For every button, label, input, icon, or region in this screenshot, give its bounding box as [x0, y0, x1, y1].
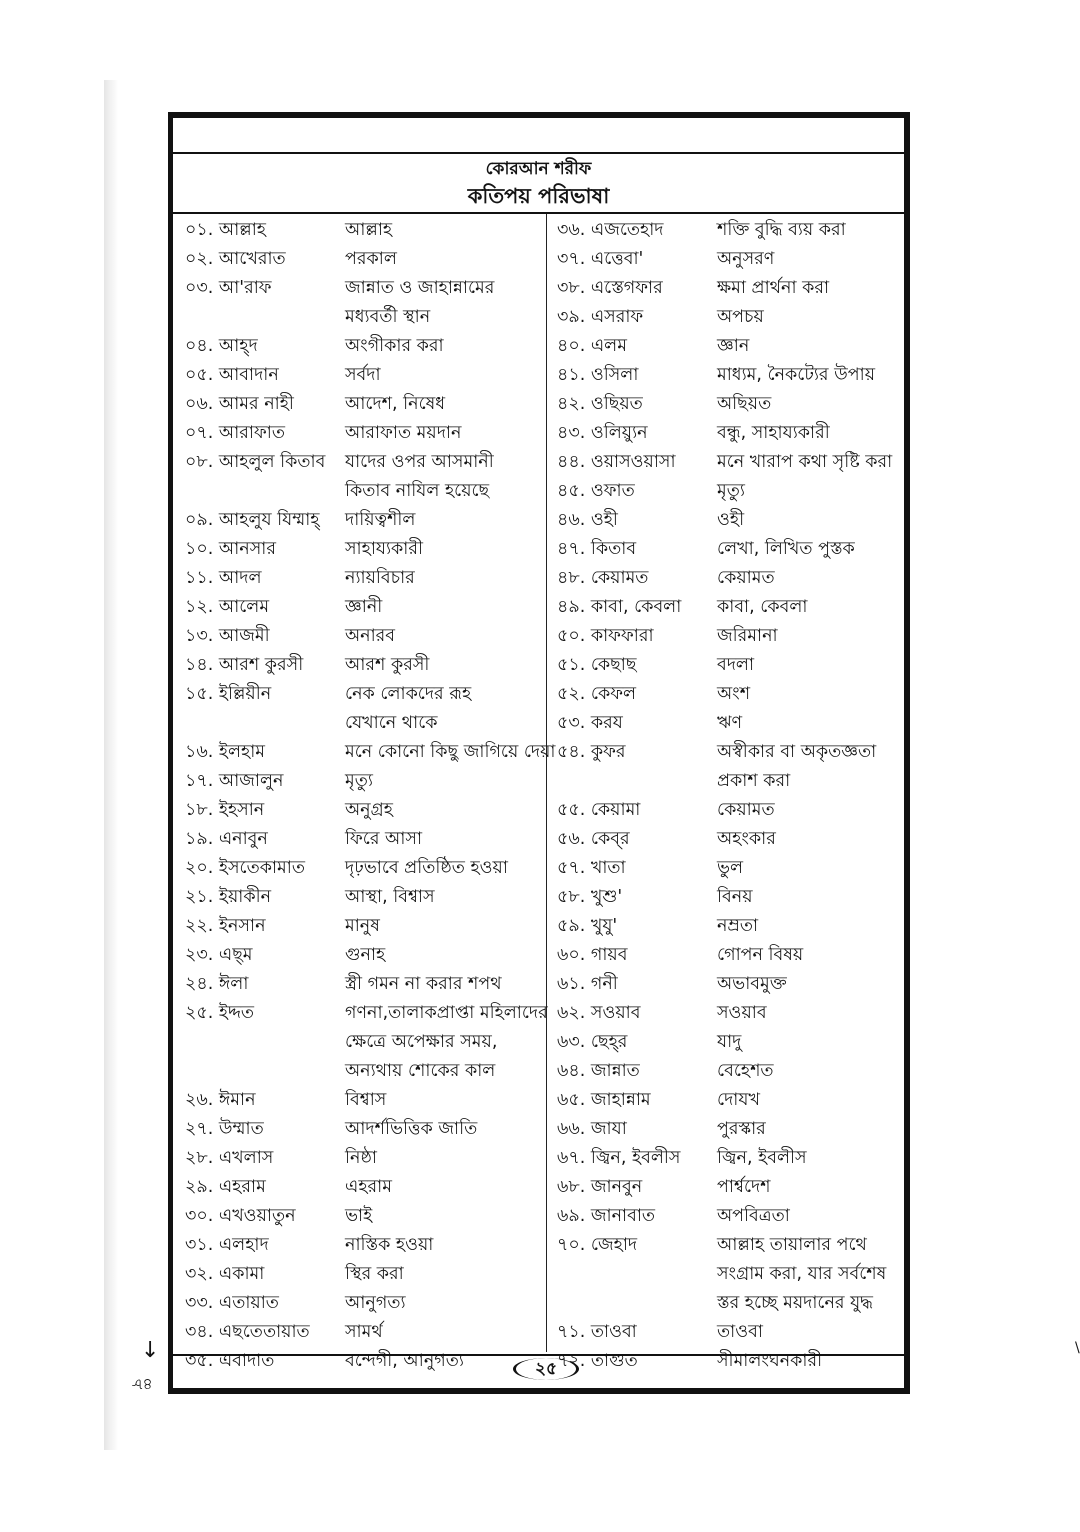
glossary-term: ৫০. কাফফারা — [557, 626, 654, 646]
glossary-definition: মৃত্যু — [345, 771, 373, 791]
glossary-definition: সর্বদা — [345, 365, 381, 385]
glossary-row — [557, 506, 897, 534]
glossary-row — [557, 622, 897, 650]
glossary-term: ১৪. আরশ কুরসী — [185, 655, 304, 675]
glossary-row — [557, 680, 897, 708]
glossary-row — [557, 970, 897, 998]
glossary-term: ৬৬. জাযা — [557, 1119, 627, 1139]
glossary-row — [185, 419, 545, 447]
glossary-term: ৪৮. কেয়ামত — [557, 568, 649, 588]
glossary-term: ২৪. ঈলা — [185, 974, 249, 994]
glossary-term: ১২. আলেম — [185, 597, 270, 617]
glossary-definition: শক্তি বুদ্ধি ব্যয় করা — [717, 220, 846, 240]
glossary-definition: জ্ঞানী — [345, 597, 383, 617]
glossary-definition: সামর্থ — [345, 1322, 383, 1342]
glossary-term: ০৭. আরাফাত — [185, 423, 285, 443]
glossary-term: ৭১. তাওবা — [557, 1322, 637, 1342]
glossary-definition: ক্ষেত্রে অপেক্ষার সময়, — [345, 1032, 498, 1052]
glossary-definition: মনে খারাপ কথা সৃষ্টি করা — [717, 452, 893, 472]
glossary-term: ৩৪. এছতেতায়াত — [185, 1322, 310, 1342]
glossary-row — [185, 1231, 545, 1259]
glossary-term: ৫৫. কেয়ামা — [557, 800, 641, 820]
glossary-definition: লেখা, লিখিত পুস্তক — [717, 539, 855, 559]
glossary-row — [557, 883, 897, 911]
glossary-term: ২১. ইয়াকীন — [185, 887, 272, 907]
glossary-term: ৬৫. জাহান্নাম — [557, 1090, 651, 1110]
glossary-definition: আল্লাহ — [345, 220, 393, 240]
glossary-row — [557, 274, 897, 302]
glossary-term: ৫৪. কুফর — [557, 742, 626, 762]
header-subtitle: কতিপয় পরিভাষা — [467, 184, 610, 208]
glossary-row — [557, 1202, 897, 1230]
glossary-definition: অহংকার — [717, 829, 776, 849]
glossary-row — [185, 274, 545, 302]
glossary-definition: দায়িত্বশীল — [345, 510, 416, 530]
glossary-definition: ওহী — [717, 510, 745, 530]
glossary-definition: আদর্শভিত্তিক জাতি — [345, 1119, 478, 1139]
glossary-definition: বিনয় — [717, 887, 753, 907]
glossary-definition: বিশ্বাস — [345, 1090, 387, 1110]
glossary-row — [557, 448, 897, 476]
glossary-definition: স্তর হচ্ছে ময়দানের যুদ্ধ — [717, 1293, 874, 1313]
glossary-row — [185, 361, 545, 389]
glossary-term: ৩২. একামা — [185, 1264, 265, 1284]
glossary-term: ৭০. জেহাদ — [557, 1235, 638, 1255]
glossary-term: ১৫. ইল্লিয়ীন — [185, 684, 272, 704]
glossary-row — [557, 767, 897, 795]
glossary-row — [557, 709, 897, 737]
glossary-definition: সীমালংঘনকারী — [717, 1351, 823, 1371]
glossary-term: ৬০. গায়ব — [557, 945, 628, 965]
glossary-row — [185, 970, 545, 998]
glossary-definition: যেখানে থাকে — [345, 713, 438, 733]
glossary-row — [185, 506, 545, 534]
glossary-row — [557, 1289, 897, 1317]
glossary-term: ১৬. ইলহাম — [185, 742, 265, 762]
glossary-term: ৩৭. এত্তেবা' — [557, 249, 644, 269]
glossary-row — [185, 651, 545, 679]
glossary-row — [557, 1318, 897, 1346]
glossary-definition: অছিয়ত — [717, 394, 772, 414]
glossary-definition: জ্বিন, ইবলীস — [717, 1148, 807, 1168]
glossary-definition: পুরস্কার — [717, 1119, 766, 1139]
glossary-row — [557, 1057, 897, 1085]
glossary-row — [557, 477, 897, 505]
glossary-definition: আদেশ, নিষেধ — [345, 394, 446, 414]
glossary-term: ৩৬. এজতেহাদ — [557, 220, 664, 240]
glossary-term: ১৮. ইহসান — [185, 800, 265, 820]
page-header — [173, 154, 904, 214]
glossary-term: ৬৮. জানবুন — [557, 1177, 643, 1197]
glossary-term: ৪২. ওছিয়ত — [557, 394, 643, 414]
glossary-row — [185, 941, 545, 969]
glossary-definition: নেক লোকদের রূহ — [345, 684, 472, 704]
glossary-term: ২২. ইনসান — [185, 916, 266, 936]
glossary-definition: কাবা, কেবলা — [717, 597, 808, 617]
glossary-term: ৫৩. করয — [557, 713, 623, 733]
glossary-definition: স্থির করা — [345, 1264, 404, 1284]
glossary-term: ৬১. গনী — [557, 974, 618, 994]
glossary-definition: আস্থা, বিশ্বাস — [345, 887, 435, 907]
top-border-strip — [173, 118, 904, 154]
glossary-definition: ভাই — [345, 1206, 373, 1226]
glossary-term: ০৯. আহলুয যিম্মাহ্‌ — [185, 510, 320, 530]
glossary-term: ২৬. ঈমান — [185, 1090, 256, 1110]
glossary-row — [185, 1318, 545, 1346]
glossary-term: ০৫. আবাদান — [185, 365, 279, 385]
glossary-term: ৫১. কেছাছ — [557, 655, 637, 675]
glossary-definition: ভুল — [717, 858, 744, 878]
glossary-definition: অপচয় — [717, 307, 764, 327]
glossary-definition: তাওবা — [717, 1322, 763, 1342]
glossary-term: ৪৭. কিতাব — [557, 539, 637, 559]
glossary-definition: অংশ — [717, 684, 751, 704]
page-binding-shadow — [104, 80, 118, 1450]
glossary-term: ৪১. ওসিলা — [557, 365, 639, 385]
glossary-row — [557, 564, 897, 592]
glossary-definition: অনুগ্রহ — [345, 800, 393, 820]
glossary-term: ৫৭. খাতা — [557, 858, 626, 878]
glossary-term: ০৩. আ'রাফ — [185, 278, 272, 298]
glossary-row — [557, 912, 897, 940]
glossary-definition: জরিমানা — [717, 626, 778, 646]
glossary-term: ২৭. উম্মাত — [185, 1119, 264, 1139]
glossary-term: ২৫. ইদ্দত — [185, 1003, 255, 1023]
glossary-term: ৪৫. ওফাত — [557, 481, 635, 501]
glossary-row — [557, 361, 897, 389]
glossary-row — [557, 535, 897, 563]
glossary-row — [185, 680, 545, 708]
glossary-row — [185, 1144, 545, 1172]
glossary-row — [557, 245, 897, 273]
glossary-row — [185, 883, 545, 911]
glossary-term: ৫২. কেফল — [557, 684, 637, 704]
glossary-term: ৫৮. খুশু' — [557, 887, 623, 907]
glossary-term: ৩৩. এতায়াত — [185, 1293, 279, 1313]
glossary-term: ৬৩. ছেহ্‌র — [557, 1032, 628, 1052]
glossary-term: ১০. আনসার — [185, 539, 276, 559]
glossary-definition: অনারব — [345, 626, 396, 646]
glossary-row — [185, 622, 545, 650]
glossary-term: ০৬. আমর নাহী — [185, 394, 294, 414]
glossary-definition: মাধ্যম, নৈকট্যের উপায় — [717, 365, 876, 385]
glossary-row — [557, 796, 897, 824]
glossary-definition: ফিরে আসা — [345, 829, 423, 849]
glossary-row — [557, 593, 897, 621]
glossary-entries — [173, 214, 904, 1371]
glossary-definition: বেহেশত — [717, 1061, 774, 1081]
glossary-definition: অস্বীকার বা অকৃতজ্ঞতা — [717, 742, 877, 762]
glossary-row — [185, 303, 545, 331]
glossary-definition: নাস্তিক হওয়া — [345, 1235, 434, 1255]
glossary-row — [185, 1115, 545, 1143]
glossary-definition: গোপন বিষয় — [717, 945, 804, 965]
glossary-definition: সংগ্রাম করা, যার সর্বশেষ — [717, 1264, 887, 1284]
glossary-definition: দোযখ — [717, 1090, 760, 1110]
glossary-term: ৬৪. জান্নাত — [557, 1061, 640, 1081]
header-title: কোরআন শরীফ — [485, 159, 592, 179]
glossary-term: ২৯. এহরাম — [185, 1177, 266, 1197]
glossary-row — [185, 593, 545, 621]
glossary-row — [185, 245, 545, 273]
glossary-row — [185, 390, 545, 418]
glossary-definition: অংগীকার করা — [345, 336, 444, 356]
glossary-row — [185, 1173, 545, 1201]
glossary-row — [185, 709, 545, 737]
glossary-definition: গণনা,তালাকপ্রাপ্তা মহিলাদের — [345, 1003, 548, 1023]
glossary-term: ৪০. এলম — [557, 336, 627, 356]
glossary-term: ০২. আখেরাত — [185, 249, 286, 269]
glossary-definition: দৃঢ়ভাবে প্রতিষ্ঠিত হওয়া — [345, 858, 508, 878]
glossary-row — [557, 1144, 897, 1172]
glossary-term: ৩০. এখওয়াতুন — [185, 1206, 296, 1226]
glossary-term: ৪৪. ওয়াসওয়াসা — [557, 452, 676, 472]
glossary-row — [557, 651, 897, 679]
glossary-row — [557, 1231, 897, 1259]
glossary-definition: মানুষ — [345, 916, 380, 936]
glossary-definition: আরাফাত ময়দান — [345, 423, 462, 443]
glossary-row — [185, 564, 545, 592]
glossary-definition: স্ত্রী গমন না করার শপথ — [345, 974, 502, 994]
glossary-row — [557, 941, 897, 969]
glossary-row — [557, 738, 897, 766]
glossary-term: ০৪. আহ্‌দ — [185, 336, 258, 356]
glossary-definition: অন্যথায় শোকের কাল — [345, 1061, 496, 1081]
glossary-definition: যাদের ওপর আসমানী — [345, 452, 494, 472]
glossary-row — [185, 448, 545, 476]
glossary-definition: বদলা — [717, 655, 755, 675]
glossary-definition: এহরাম — [345, 1177, 392, 1197]
glossary-definition: যাদু — [717, 1032, 742, 1052]
glossary-row — [185, 1086, 545, 1114]
glossary-definition: ন্যায়বিচার — [345, 568, 415, 588]
glossary-row — [185, 1057, 545, 1085]
glossary-term: ৪৩. ওলিয়্যুন — [557, 423, 648, 443]
glossary-definition: গুনাহ — [345, 945, 386, 965]
glossary-definition: আনুগত্য — [345, 1293, 406, 1313]
glossary-definition: ঋণ — [717, 713, 743, 733]
glossary-row — [557, 1115, 897, 1143]
glossary-definition: বন্দেগী, আনুগত্য — [345, 1351, 464, 1371]
glossary-row — [557, 1260, 897, 1288]
glossary-term: ৩১. এলহাদ — [185, 1235, 269, 1255]
glossary-term: ৩৫. এবাদাত — [185, 1351, 275, 1371]
glossary-row — [557, 854, 897, 882]
glossary-row — [185, 825, 545, 853]
glossary-definition: নিষ্ঠা — [345, 1148, 377, 1168]
glossary-term: ১৯. এনাবুন — [185, 829, 268, 849]
glossary-row — [557, 999, 897, 1027]
glossary-row — [185, 1260, 545, 1288]
glossary-definition: কিতাব নাযিল হয়েছে — [345, 481, 490, 501]
glossary-definition: বন্ধু, সাহায্যকারী — [717, 423, 830, 443]
page-frame — [168, 112, 1080, 1394]
glossary-term: ২৮. এখলাস — [185, 1148, 274, 1168]
glossary-term: ১১. আদল — [185, 568, 262, 588]
glossary-row — [557, 1347, 897, 1375]
glossary-definition: ক্ষমা প্রার্থনা করা — [717, 278, 830, 298]
glossary-row — [557, 332, 897, 360]
margin-arrow-icon: ↓ — [141, 1338, 160, 1363]
glossary-term: ৫৯. খুযু' — [557, 916, 618, 936]
glossary-row — [185, 332, 545, 360]
glossary-row — [185, 477, 545, 505]
glossary-row — [557, 1086, 897, 1114]
glossary-row — [185, 854, 545, 882]
glossary-definition: আরশ কুরসী — [345, 655, 430, 675]
glossary-row — [185, 216, 545, 244]
glossary-row — [185, 738, 556, 766]
glossary-row — [557, 419, 897, 447]
glossary-row — [557, 303, 897, 331]
glossary-term: ২০. ইসতেকামাত — [185, 858, 305, 878]
glossary-definition: পরকাল — [345, 249, 397, 269]
glossary-definition: কেয়ামত — [717, 568, 775, 588]
corner-tick: \ — [1075, 1340, 1080, 1356]
glossary-term: ১৭. আজালুন — [185, 771, 284, 791]
glossary-row — [185, 912, 545, 940]
glossary-definition: অপবিত্রতা — [717, 1206, 790, 1226]
glossary-row — [185, 796, 545, 824]
glossary-definition: আল্লাহ তায়ালার পথে — [717, 1235, 867, 1255]
glossary-term: ৬৯. জানাবাত — [557, 1206, 656, 1226]
glossary-row — [185, 1289, 545, 1317]
glossary-row — [185, 1347, 545, 1375]
glossary-definition: মনে কোনো কিছু জাগিয়ে দেয়া — [345, 742, 556, 762]
glossary-definition: কেয়ামত — [717, 800, 775, 820]
glossary-definition: সাহায্যকারী — [345, 539, 424, 559]
glossary-definition: প্রকাশ করা — [717, 771, 791, 791]
glossary-definition: সওয়াব — [717, 1003, 767, 1023]
glossary-definition: মধ্যবর্তী স্থান — [345, 307, 431, 327]
glossary-term: ৩৮. এস্তেগফার — [557, 278, 663, 298]
glossary-row — [185, 767, 545, 795]
glossary-term: ০৮. আহলুল কিতাব — [185, 452, 326, 472]
glossary-definition: জ্ঞান — [717, 336, 750, 356]
glossary-definition: জান্নাত ও জাহান্নামের — [345, 278, 495, 298]
glossary-definition: পার্শ্বদেশ — [717, 1177, 771, 1197]
glossary-row — [557, 1173, 897, 1201]
glossary-row — [557, 390, 897, 418]
glossary-term: ৪৬. ওহী — [557, 510, 618, 530]
glossary-row — [557, 1028, 897, 1056]
page-number: ২৫ — [513, 1358, 579, 1380]
glossary-definition: অভাবমুক্ত — [717, 974, 787, 994]
bottom-rule — [173, 1354, 904, 1356]
glossary-term: ০১. আল্লাহ — [185, 220, 266, 240]
glossary-row — [185, 1028, 545, 1056]
glossary-term: ৬৭. জ্বিন, ইবলীস — [557, 1148, 681, 1168]
glossary-row — [185, 535, 545, 563]
glossary-term: ৪৯. কাবা, কেবলা — [557, 597, 682, 617]
glossary-definition: অনুসরণ — [717, 249, 775, 269]
glossary-term: ৫৬. কেব্‌র — [557, 829, 630, 849]
glossary-term: ৬২. সওয়াব — [557, 1003, 641, 1023]
margin-page-mark: ৪৮ — [132, 1375, 153, 1394]
glossary-term: ৭২. তাগুত — [557, 1351, 638, 1371]
glossary-term: ১৩. আজমী — [185, 626, 270, 646]
glossary-row — [185, 1202, 545, 1230]
glossary-term: ৩৯. এসরাফ — [557, 307, 644, 327]
glossary-row — [557, 216, 897, 244]
glossary-definition: মৃত্যু — [717, 481, 745, 501]
glossary-definition: নম্রতা — [717, 916, 759, 936]
glossary-term: ২৩. এছ্‌ম — [185, 945, 253, 965]
glossary-row — [185, 999, 548, 1027]
glossary-row — [557, 825, 897, 853]
